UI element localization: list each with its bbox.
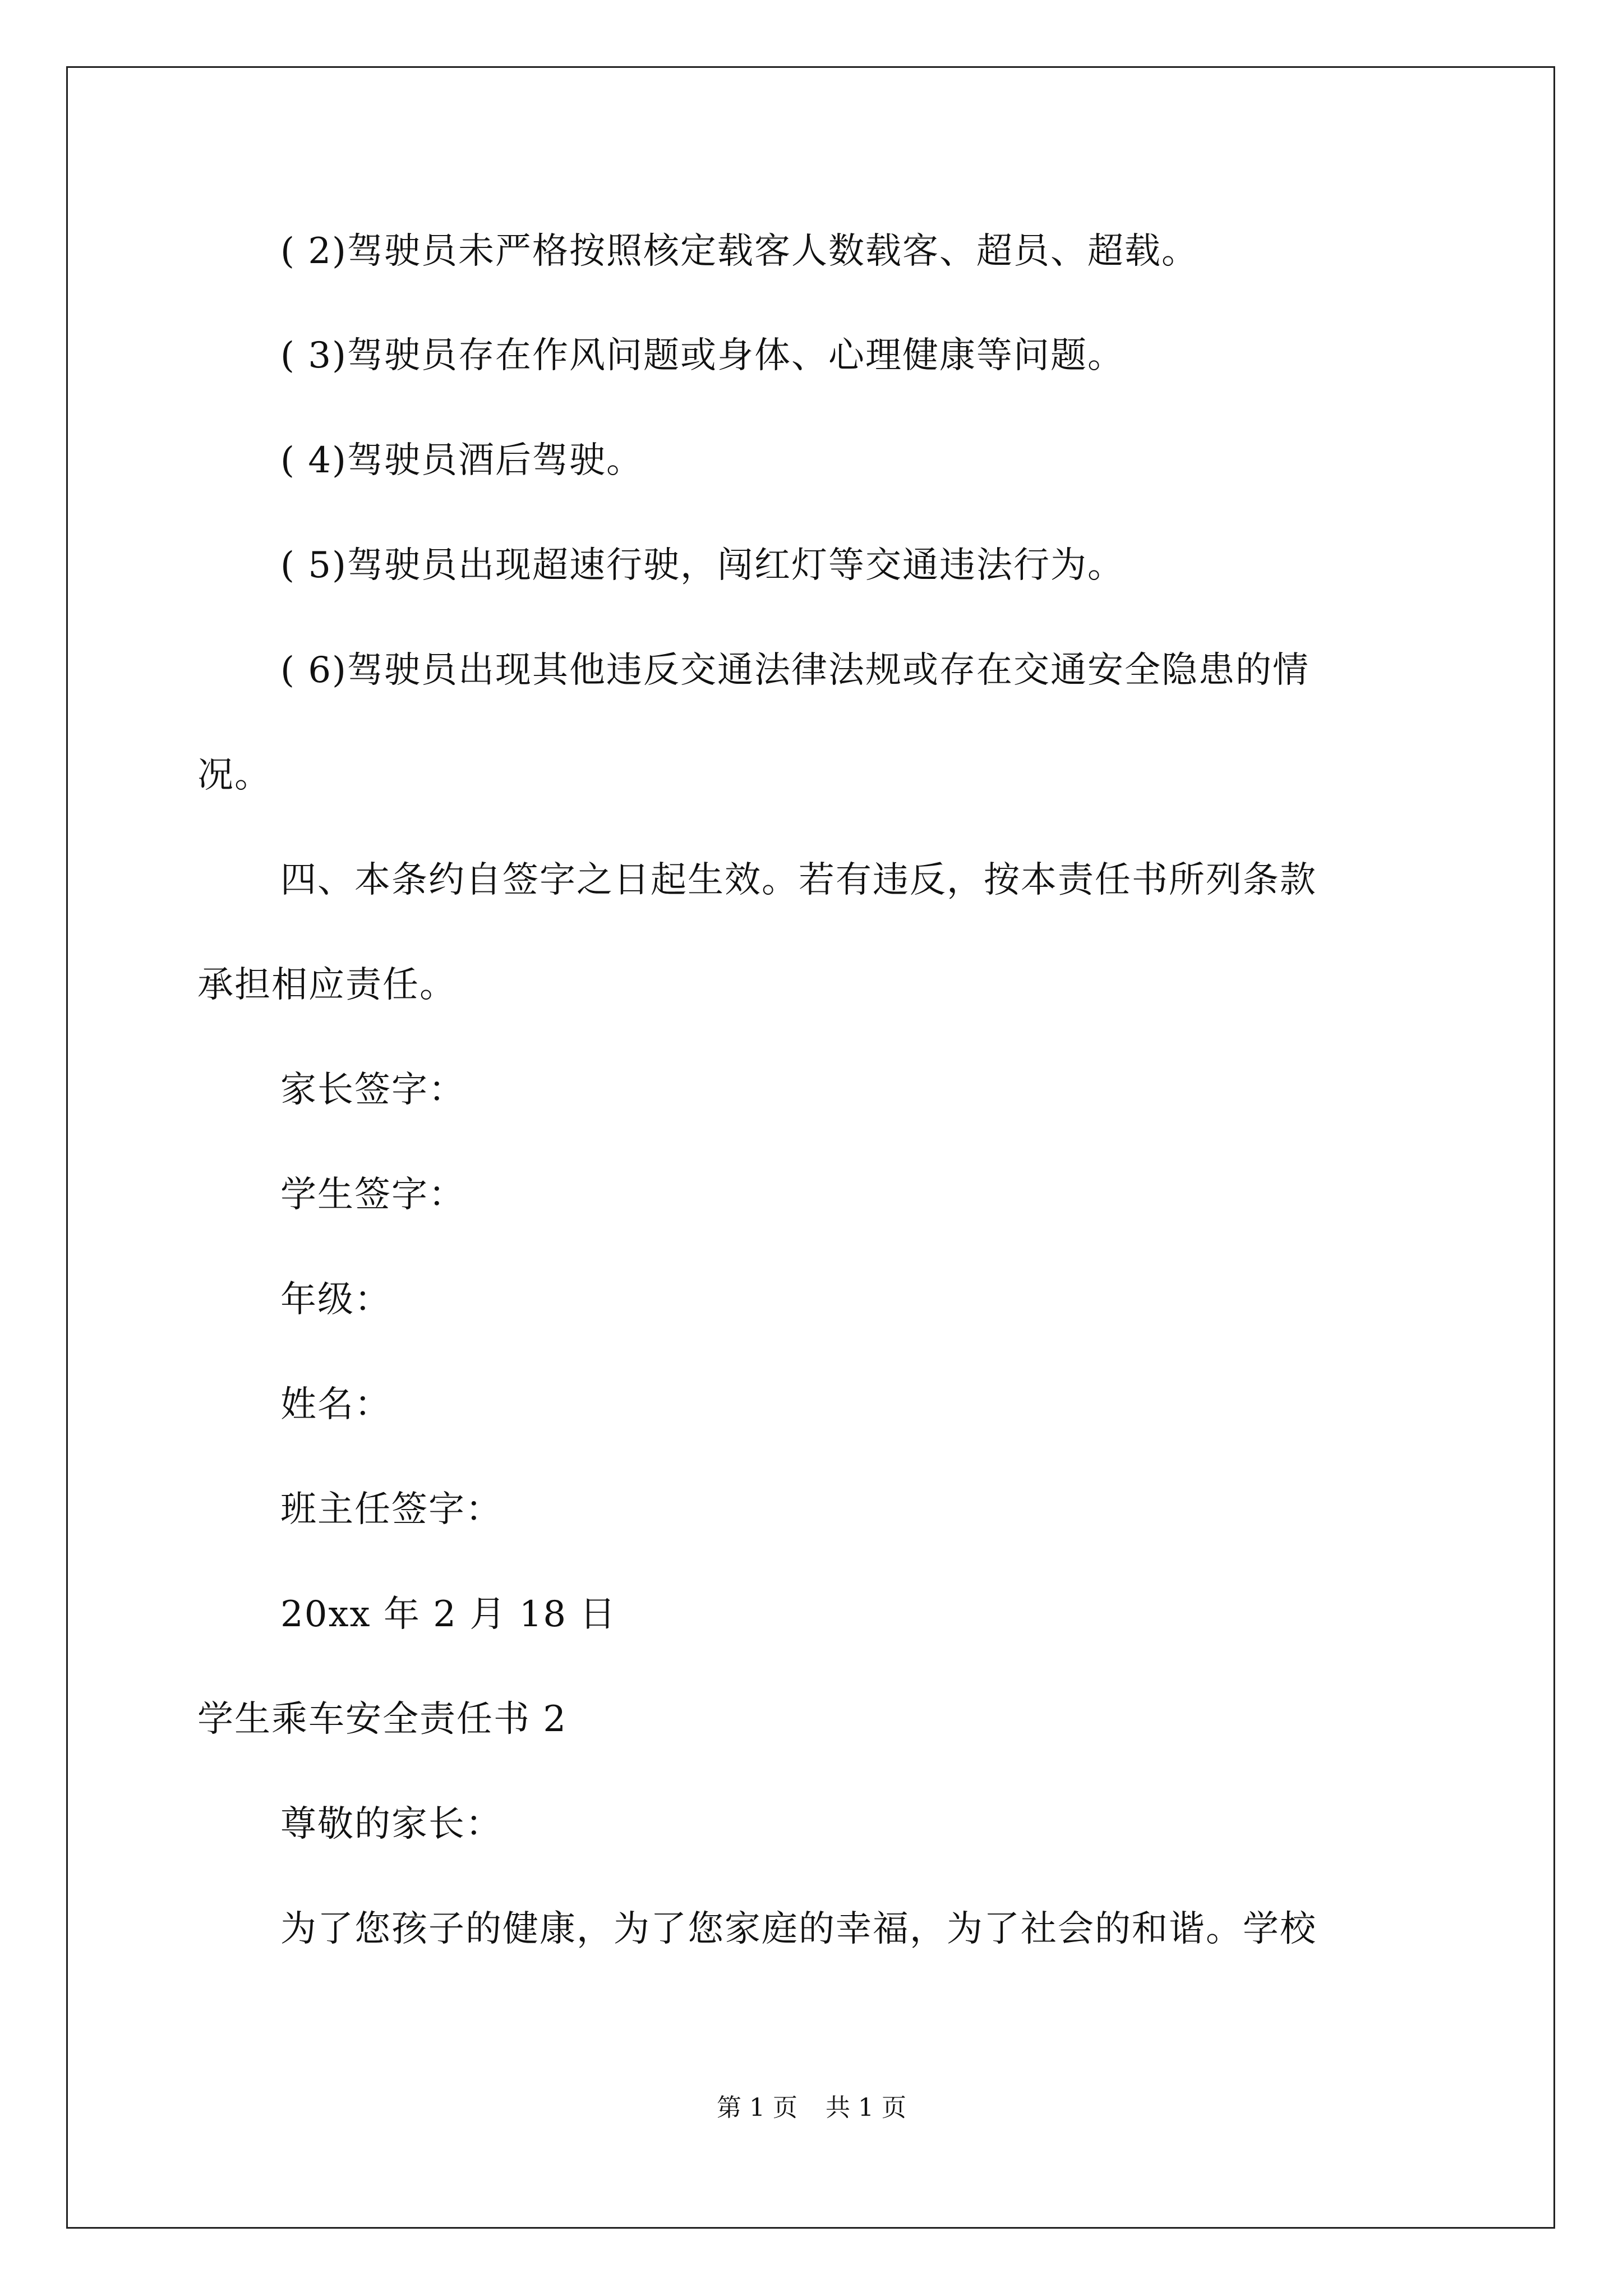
grade-label: 年级： (280, 1279, 391, 1320)
page-border (66, 66, 1555, 2229)
item-3-line: ( 3)驾驶员存在作风问题或身体、心理健康等问题。 (280, 335, 1124, 376)
name-label: 姓名： (280, 1384, 391, 1425)
date-line: 20xx 年 2 月 18 日 (280, 1594, 617, 1635)
page-number-current: 第 1 页 (717, 2093, 797, 2122)
greeting-line: 尊敬的家长： (280, 1803, 502, 1845)
item-4-line: ( 4)驾驶员酒后驾驶。 (280, 440, 643, 481)
item-6-line-2: 况。 (197, 754, 271, 796)
section-title: 学生乘车安全责任书 2 (197, 1699, 568, 1740)
item-6-line-1: ( 6)驾驶员出现其他违反交通法律法规或存在交通安全隐患的情 (280, 650, 1310, 691)
item-2-line: ( 2)驾驶员未严格按照核定载客人数载客、超员、超载。 (280, 231, 1198, 272)
item-5-line: ( 5)驾驶员出现超速行驶，闯红灯等交通违法行为。 (280, 545, 1124, 586)
page-number-total: 共 1 页 (826, 2093, 906, 2122)
student-signature-label: 学生签字： (280, 1174, 465, 1216)
parent-signature-label: 家长签字： (280, 1069, 465, 1111)
clause-4-line-2: 承担相应责任。 (197, 964, 457, 1006)
intro-line: 为了您孩子的健康，为了您家庭的幸福，为了社会的和谐。学校 (280, 1908, 1317, 1950)
clause-4-line-1: 四、本条约自签字之日起生效。若有违反，按本责任书所列条款 (280, 859, 1317, 901)
page-footer (0, 2092, 1623, 2124)
teacher-signature-label: 班主任签字： (280, 1489, 502, 1530)
